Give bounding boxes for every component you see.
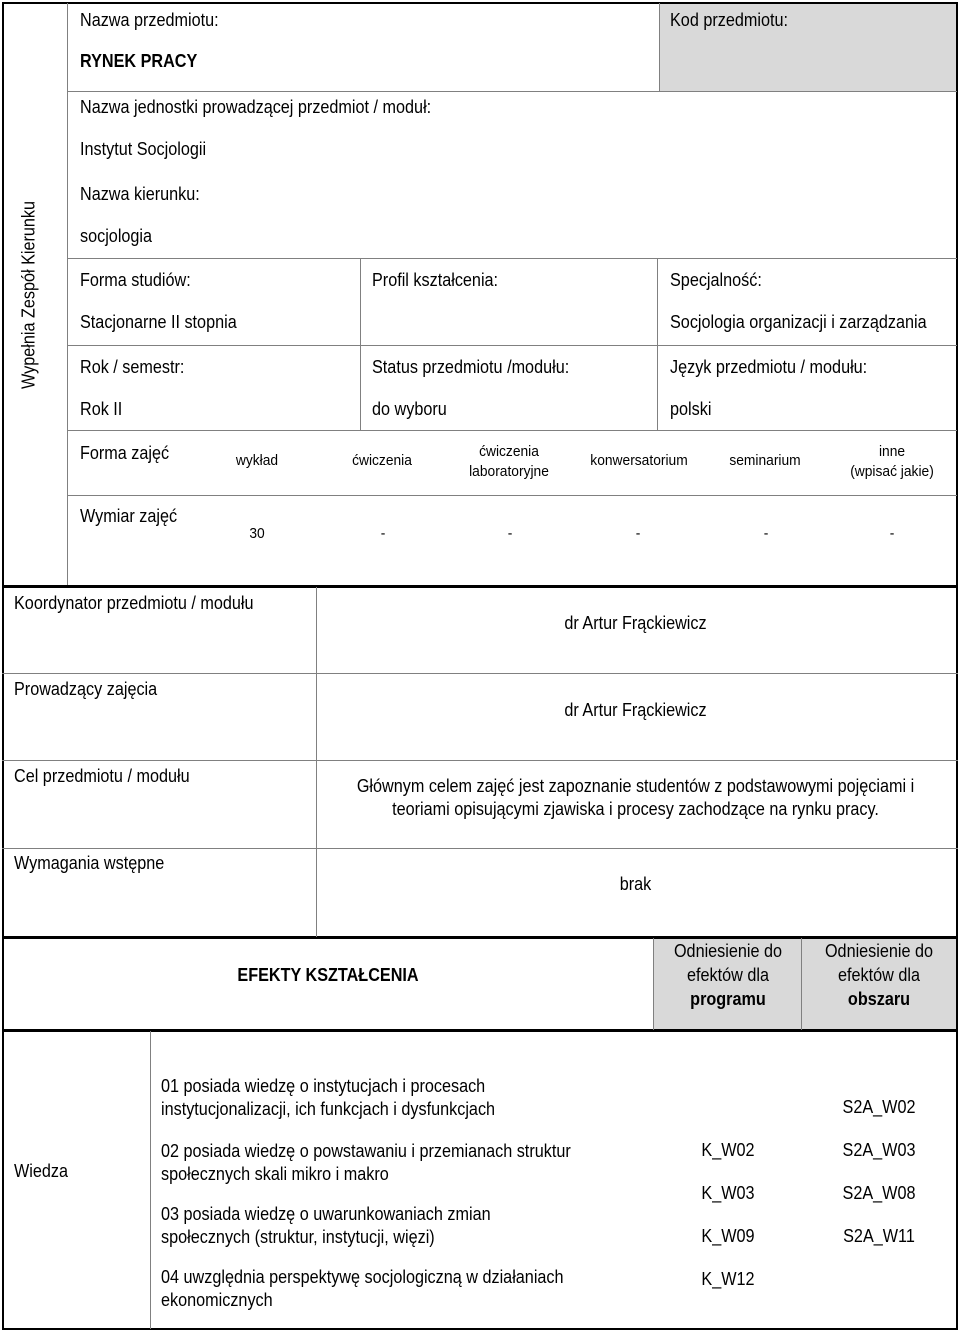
language-label: Język przedmiotu / modułu:: [670, 357, 868, 377]
class-type-lab-line1: ćwiczenia: [479, 443, 539, 460]
area-code: S2A_W11: [843, 1226, 915, 1246]
area-ref-line2: efektów dla: [838, 965, 920, 985]
class-type-seminar: seminarium: [729, 452, 801, 469]
language-value: polski: [670, 399, 712, 419]
class-form-label: Forma zajęć: [80, 443, 170, 463]
study-form-value: Stacjonarne II stopnia: [80, 312, 237, 332]
profile-label: Profil kształcenia:: [372, 270, 499, 290]
divider: [659, 3, 660, 91]
divider: [657, 258, 658, 430]
class-type-lecture: wykład: [235, 452, 279, 469]
class-type-lab-line2: laboratoryjne: [469, 463, 549, 480]
outcome-category: Wiedza: [14, 1161, 69, 1181]
status-label: Status przedmiotu /modułu:: [372, 357, 570, 377]
section-separator: [2, 585, 958, 588]
divider: [2, 760, 958, 761]
field-value: socjologia: [80, 226, 153, 246]
hours-lab: -: [507, 525, 513, 542]
study-form-label: Forma studiów:: [80, 270, 191, 290]
outcome-item-04-line1: 04 uwzględnia perspektywę socjologiczną w działaniach: [161, 1267, 564, 1287]
hours-exercises: -: [380, 525, 386, 542]
class-type-other-line2: (wpisać jakie): [850, 463, 934, 480]
divider: [67, 495, 957, 496]
requirements-label: Wymagania wstępne: [14, 853, 165, 873]
teacher-label: Prowadzący zajęcia: [14, 679, 158, 699]
outcome-item-02-line1: 02 posiada wiedzę o powstawaniu i przemianach struktur: [161, 1141, 571, 1161]
outcome-item-01-line1: 01 posiada wiedzę o instytucjach i procesach: [161, 1076, 486, 1096]
hours-conversatory: -: [635, 525, 641, 542]
divider: [150, 1031, 151, 1329]
divider: [2, 848, 958, 849]
divider: [653, 938, 654, 1030]
program-ref-line1: Odniesienie do: [673, 941, 783, 961]
hours-other: -: [889, 525, 895, 542]
goal-line2: teoriami opisującymi zjawiska i procesy zachodzące na rynku pracy.: [392, 799, 879, 819]
program-code: K_W02: [701, 1140, 755, 1160]
divider: [67, 345, 957, 346]
area-ref-line1: Odniesienie do: [824, 941, 934, 961]
program-code: K_W09: [701, 1226, 755, 1246]
outcome-item-01-line2: instytucjonalizacji, ich funkcjach i dysfunkcjach: [161, 1099, 496, 1119]
program-code: K_W03: [701, 1183, 755, 1203]
class-hours-label: Wymiar zajęć: [80, 506, 178, 526]
outcome-item-03-line2: społecznych (struktur, instytucji, więzi): [161, 1227, 435, 1247]
divider: [67, 258, 957, 259]
coordinator-value: dr Artur Frąckiewicz: [564, 613, 707, 633]
goal-label: Cel przedmiotu / modułu: [14, 766, 190, 786]
year-value: Rok II: [80, 399, 123, 419]
area-code: S2A_W02: [842, 1097, 916, 1117]
divider: [67, 91, 957, 92]
specialty-label: Specjalność:: [670, 270, 762, 290]
subject-name: RYNEK PRACY: [80, 51, 198, 71]
class-type-conversatory: konwersatorium: [590, 452, 688, 469]
subject-code-label: Kod przedmiotu:: [670, 10, 788, 30]
hours-seminar: -: [763, 525, 769, 542]
divider: [801, 938, 802, 1030]
program-ref-line2: efektów dla: [687, 965, 769, 985]
class-type-exercises: ćwiczenia: [352, 452, 412, 469]
outcomes-title: EFEKTY KSZTAŁCENIA: [237, 965, 419, 985]
area-code: S2A_W03: [842, 1140, 916, 1160]
outcome-item-04-line2: ekonomicznych: [161, 1290, 273, 1310]
field-label: Nazwa kierunku:: [80, 184, 200, 204]
side-label: Wypełnia Zespół Kierunku: [18, 200, 39, 390]
area-ref-line3: obszaru: [847, 989, 911, 1009]
area-code: S2A_W08: [842, 1183, 916, 1203]
outcome-item-02-line2: społecznych skali mikro i makro: [161, 1164, 389, 1184]
teacher-value: dr Artur Frąckiewicz: [564, 700, 707, 720]
program-ref-line3: programu: [690, 989, 766, 1009]
program-code: K_W12: [701, 1269, 755, 1289]
divider: [360, 258, 361, 430]
coordinator-label: Koordynator przedmiotu / modułu: [14, 593, 254, 613]
outcome-item-03-line1: 03 posiada wiedzę o uwarunkowaniach zmian: [161, 1204, 491, 1224]
status-value: do wyboru: [372, 399, 447, 419]
hours-lecture: 30: [249, 525, 265, 542]
requirements-value: brak: [619, 874, 652, 894]
section-separator: [2, 936, 958, 939]
divider: [316, 587, 317, 937]
year-label: Rok / semestr:: [80, 357, 185, 377]
goal-line1: Głównym celem zajęć jest zapoznanie studentów z podstawowymi pojęciami i: [356, 776, 915, 796]
divider: [67, 430, 957, 431]
divider: [2, 673, 958, 674]
subject-name-label: Nazwa przedmiotu:: [80, 10, 219, 30]
section-separator: [2, 1029, 958, 1032]
specialty-value: Socjologia organizacji i zarządzania: [670, 312, 927, 332]
unit-label: Nazwa jednostki prowadzącej przedmiot / moduł:: [80, 97, 432, 117]
class-type-other-line1: inne: [878, 443, 906, 460]
unit-value: Instytut Socjologii: [80, 139, 207, 159]
